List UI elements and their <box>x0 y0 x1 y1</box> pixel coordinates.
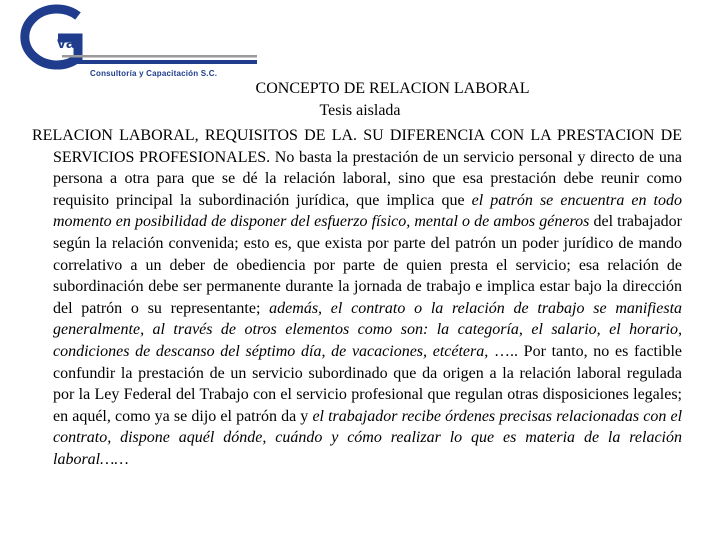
logo-letters: va <box>57 35 75 52</box>
paragraph-italic-segment: el trabajador recibe órdenes precisas relacionadas con el contrato, dispone aquél dónde, cuándo y cómo realizar lo que es materia de la relación laboral…… <box>53 407 683 468</box>
document-title: CONCEPTO DE RELACION LABORAL <box>255 80 530 97</box>
logo-bar-gray <box>62 55 257 58</box>
paragraph-italic-segment: además, el contrato o la relación de trabajo se manifiesta generalmente, al través de otros elementos como son: la categoría, el salario, el horario, condiciones de descanso del séptimo día, de vacaciones, etcétera, <box>53 299 683 360</box>
paragraph-italic-segment: el patrón se encuentra en todo momento en posibilidad de disponer del esfuerzo físico, mental o de ambos géneros <box>53 191 682 231</box>
paragraph-segment: RELACION LABORAL, REQUISITOS DE LA. SU DIFERENCIA CON LA PRESTACION DE SERVICIOS PROFESIONALES. No basta la prestación de un servicio personal y directo de una persona a otra para que se dé la relación laboral, sino que esa prestación debe reunir como requisito principal la subordinación jurídica, que implica que <box>32 127 682 209</box>
logo-company-name: Consultoría y Capacitación S.C. <box>90 69 218 78</box>
company-logo <box>0 0 270 82</box>
paragraph-segment: del trabajador según la relación convenida; esto es, que exista por parte del patrón un poder jurídico de mando correlativo a un deber de obediencia por parte de quien presta el servicio; esa relación de subordinación debe ser permanente durante la jornada de trabajo e implica estar bajo la dirección del patrón o su representante; <box>53 213 682 317</box>
paragraph-segment: ….. Por tanto, no es factible confundir la prestación de un servicio subordinado que da origen a la relación laboral regulada por la Ley Federal del Trabajo con el servicio profesional que regulan otras disposiciones legales; en aquél, como ya se dijo el patrón da y <box>53 342 682 425</box>
document-subtitle: Tesis aislada <box>319 102 401 119</box>
thesis-paragraph <box>26 125 682 471</box>
logo-bar-blue <box>62 60 257 64</box>
